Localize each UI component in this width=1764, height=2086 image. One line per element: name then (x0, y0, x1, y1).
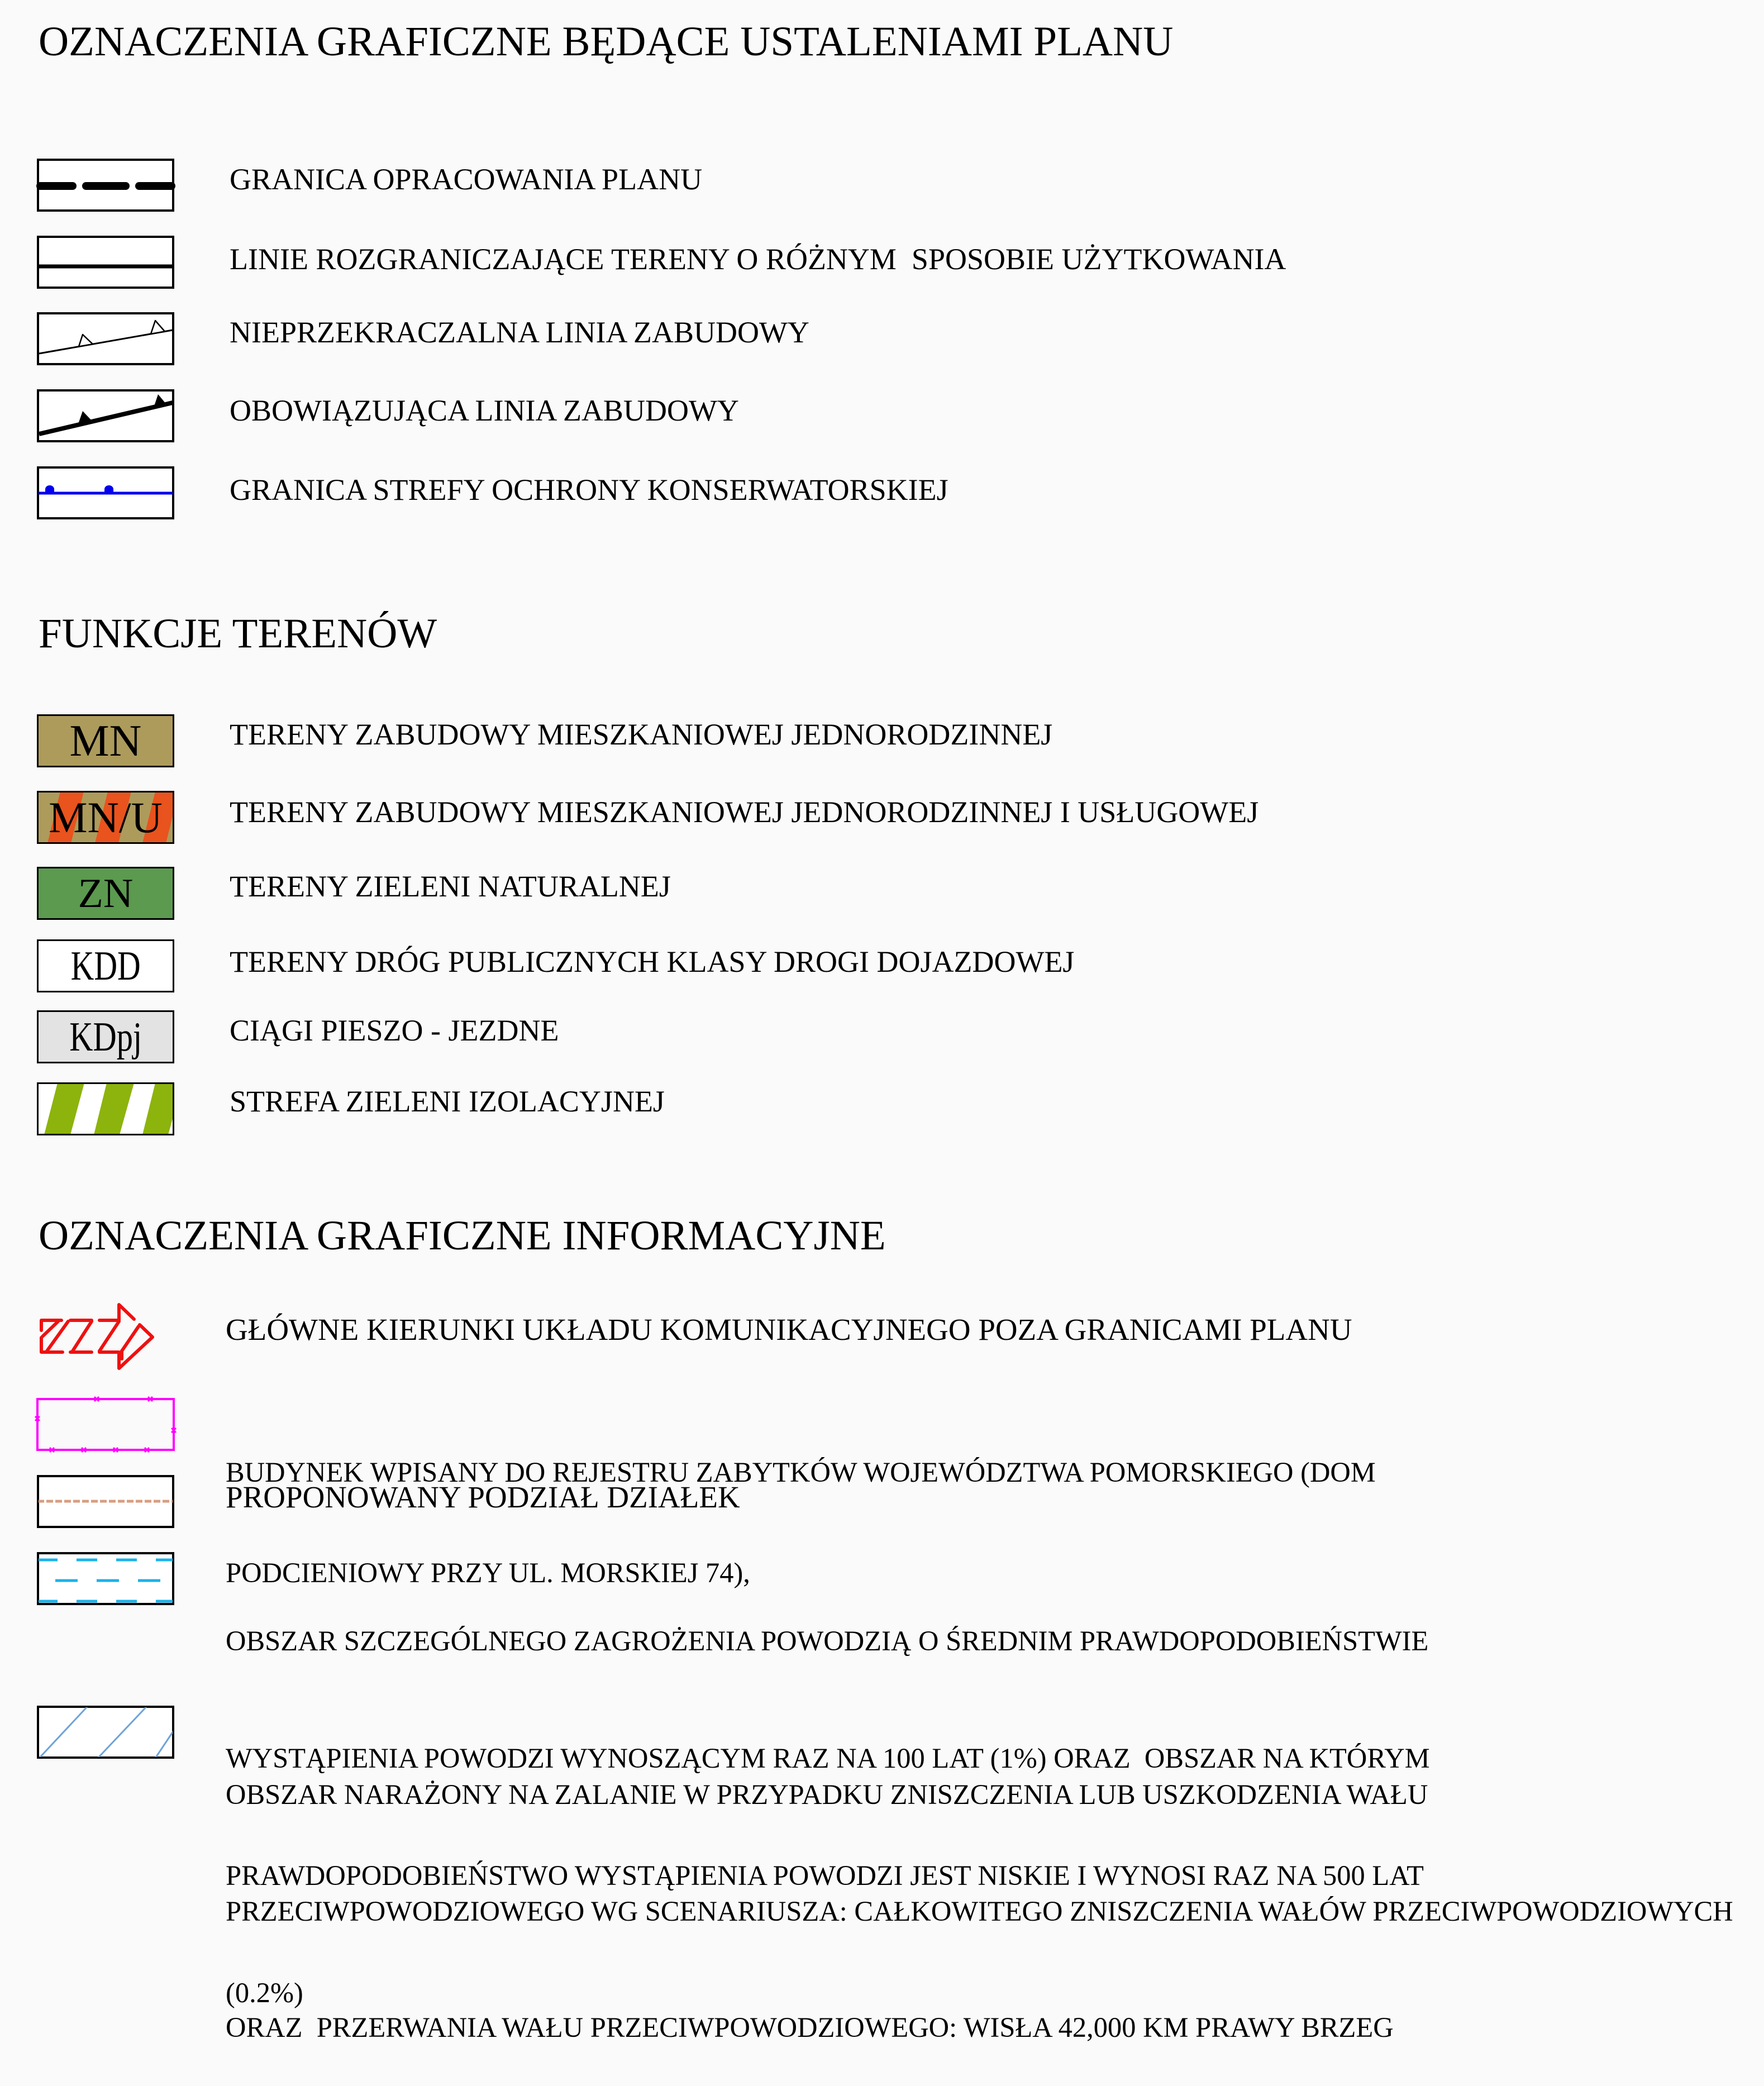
legend-symbol-zn (37, 867, 174, 920)
open-triangle-line-icon (39, 314, 173, 364)
legend-label-conservation-zone: GRANICA STREFY OCHRONY KONSERWATORSKIEJ (230, 473, 948, 507)
legend-symbol-non-exceedable-building-line (37, 312, 174, 365)
diagonal-hatch-icon (39, 1707, 173, 1757)
hatch-line (47, 1321, 68, 1351)
label-line: PODCIENIOWY PRZY UL. MORSKIEJ 74), (226, 1557, 750, 1588)
arrow-outline (99, 1305, 134, 1320)
label-line: (0.2%) (226, 1977, 303, 2008)
parcel-division-line-icon (39, 1477, 173, 1526)
label-line: ORAZ PRZERWANIA WAŁU PRZECIWPOWODZIOWEGO: WISŁA 42,000 KM PRAWY BRZEG (226, 2012, 1394, 2043)
hatch-line (99, 1321, 119, 1351)
legend-symbol-plan-boundary (37, 159, 174, 212)
legend-symbol-obligatory-building-line (37, 389, 174, 442)
legend-label-non-exceedable-building-line: NIEPRZEKRACZALNA LINIA ZABUDOWY (230, 316, 809, 349)
label-line: PRAWDOPODOBIEŃSTWO WYSTĄPIENIA POWODZI JEST NISKIE I WYNOSI RAZ NA 500 LAT (226, 1860, 1424, 1891)
open-triangle-marker (151, 321, 165, 334)
land-use-code: ZN (78, 870, 134, 916)
hatch-line (155, 1723, 173, 1757)
legend-symbol-kdd (37, 939, 174, 992)
hatch-line (122, 1326, 139, 1351)
hatch-line (39, 1707, 88, 1757)
legend-label-main-directions: GŁÓWNE KIERUNKI UKŁADU KOMUNIKACYJNEGO POZA GRANICAMI PLANU (226, 1312, 1352, 1347)
legend-symbol-mn (37, 714, 174, 767)
section-heading-functions: FUNKCJE TERENÓW (39, 610, 437, 657)
legend-label-parcel-division: PROPONOWANY PODZIAŁ DZIAŁEK (226, 1480, 740, 1514)
legend-label-mnu: TERENY ZABUDOWY MIESZKANIOWEJ JEDNORODZINNEJ I USŁUGOWEJ (230, 795, 1259, 829)
legend-symbol-embankment-failure (37, 1706, 174, 1759)
land-use-code: KDD (70, 943, 141, 989)
legend-label-kdpj: CIĄGI PIESZO - JEZDNE (230, 1014, 559, 1047)
legend-symbol-conservation-zone (37, 466, 174, 519)
label-line: OBSZAR SZCZEGÓLNEGO ZAGROŻENIA POWODZIĄ O ŚREDNIM PRAWDOPODOBIEŃSTWIE (226, 1625, 1429, 1657)
legend-symbol-isolation-greenery (37, 1082, 174, 1135)
label-line: WYSTĄPIENIA POWODZI WYNOSZĄCYM RAZ NA 100 LAT (1%) ORAZ OBSZAR NA KTÓRYM (226, 1743, 1430, 1774)
legend-label-plan-boundary: GRANICA OPRACOWANIA PLANU (230, 163, 703, 196)
blue-dotted-line-icon (39, 468, 173, 518)
solid-line-icon (39, 237, 173, 287)
flood-dashes-icon (39, 1554, 173, 1603)
hatch-line (98, 1707, 147, 1757)
open-triangle-marker (79, 335, 93, 347)
thick-dashed-line-icon (39, 160, 173, 210)
legend-label-isolation-greenery: STREFA ZIELENI IZOLACYJNEJ (230, 1085, 665, 1118)
hatched-arrow-icon (34, 1299, 162, 1377)
land-use-code: MN (69, 716, 142, 766)
legend-label-embankment-failure (226, 1698, 1733, 2086)
monument-outline-icon (34, 1395, 179, 1457)
legend-symbol-parcel-division (37, 1475, 174, 1528)
hatch-line (42, 1321, 58, 1336)
legend-label-zn: TERENY ZIELENI NATURALNEJ (230, 870, 671, 903)
green-striped-swatch (39, 1084, 173, 1134)
legend-label-dividing-lines: LINIE ROZGRANICZAJĄCE TERENY O RÓŻNYM SPOSOBIE UŻYTKOWANIA (230, 242, 1286, 276)
dot-marker (45, 485, 54, 494)
legend-label-obligatory-building-line: OBOWIĄZUJĄCA LINIA ZABUDOWY (230, 394, 739, 427)
legend-label-mn: TERENY ZABUDOWY MIESZKANIOWEJ JEDNORODZINNEJ (230, 718, 1053, 751)
legend-label-kdd: TERENY DRÓG PUBLICZNYCH KLASY DROGI DOJAZDOWEJ (230, 945, 1075, 978)
legend-symbol-mnu (37, 791, 174, 844)
filled-triangle-line-icon (39, 391, 173, 441)
monument-outline (37, 1399, 174, 1450)
label-line: OBSZAR NARAŻONY NA ZALANIE W PRZYPADKU ZNISZCZENIA LUB USZKODZENIA WAŁU (226, 1779, 1428, 1810)
building-line (39, 403, 173, 434)
label-line: BUDYNEK WPISANY DO REJESTRU ZABYTKÓW WOJEWÓDZTWA POMORSKIEGO (DOM (226, 1457, 1376, 1488)
hatch-line (73, 1321, 92, 1351)
section-heading-informational: OZNACZENIA GRAFICZNE INFORMACYJNE (39, 1213, 886, 1259)
legend-symbol-dividing-lines (37, 236, 174, 289)
land-use-code: MN/U (49, 793, 163, 842)
label-line: PRZECIWPOWODZIOWEGO WG SCENARIUSZA: CAŁKOWITEGO ZNISZCZENIA WAŁÓW PRZECIWPOWODZIOWYCH (226, 1895, 1733, 1927)
legend-symbol-flood-risk (37, 1552, 174, 1605)
section-heading-regulatory: OZNACZENIA GRAFICZNE BĘDĄCE USTALENIAMI PLANU (39, 18, 1174, 65)
dot-marker (104, 485, 113, 494)
land-use-code: KDpj (69, 1014, 142, 1060)
legend-symbol-kdpj (37, 1010, 174, 1063)
